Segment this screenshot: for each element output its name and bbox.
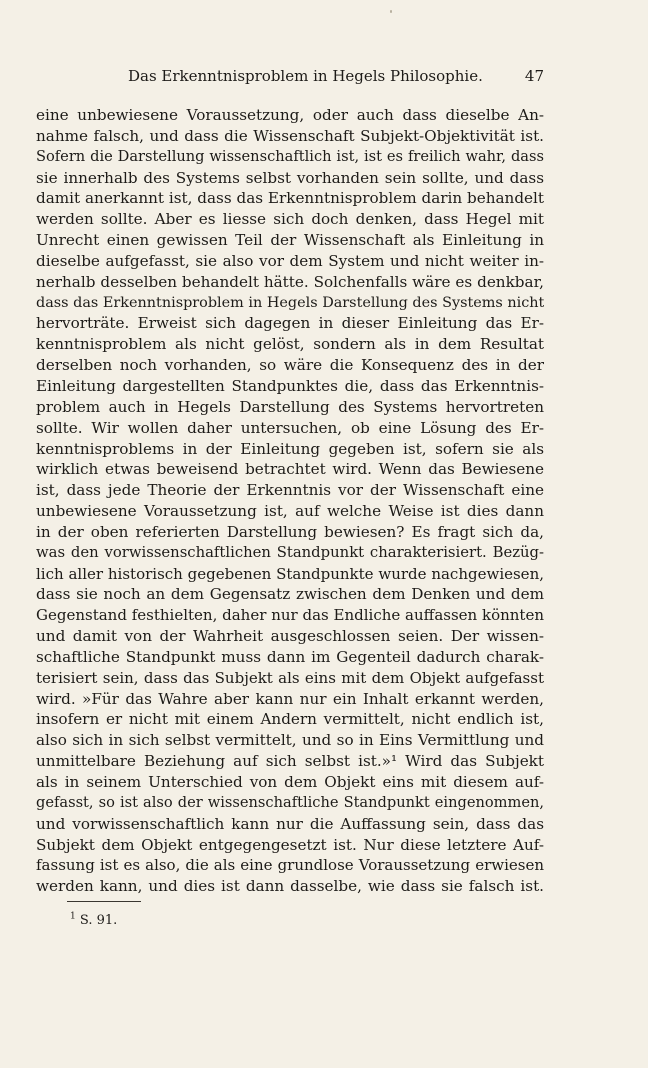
text-line: was den vorwissenschaftlichen Standpunkt charakterisiert. Bezüg- [36, 543, 544, 561]
text-line: problem auch in Hegels Darstellung des Systems hervortreten [36, 397, 544, 416]
paper-speck [390, 10, 392, 13]
text-line: dass sie noch an dem Gegensatz zwischen dem Denken und dem [36, 585, 544, 604]
page-number: 47 [524, 67, 544, 85]
text-line: werden kann, und dies ist dann dasselbe, wie dass sie falsch ist. [36, 877, 544, 896]
text-line: nerhalb desselben behandelt hätte. Solchenfalls wäre es denkbar, [36, 272, 544, 291]
text-line: in der oben referierten Darstellung bewiesen? Es fragt sich da, [36, 522, 544, 541]
text-line: hervorträte. Erweist sich dagegen in dieser Einleitung das Er- [36, 314, 544, 333]
text-line: terisiert sein, dass das Subjekt als eins mit dem Objekt aufgefasst [36, 668, 544, 687]
footnote [70, 912, 117, 930]
text-line: also sich in sich selbst vermittelt, und so in Eins Vermittlung und [36, 731, 544, 750]
footnote-text: S. 91. [79, 913, 118, 928]
text-line: fassung ist es also, die als eine grundlose Voraussetzung erwiesen [36, 856, 544, 875]
text-line: kenntnisproblem als nicht gelöst, sondern als in dem Resultat [36, 335, 544, 354]
text-line: unmittelbare Beziehung auf sich selbst ist.»¹ Wird das Subjekt [36, 752, 544, 771]
body-text [36, 105, 544, 897]
text-line: insofern er nicht mit einem Andern vermittelt, nicht endlich ist, [36, 710, 544, 729]
text-line: und damit von der Wahrheit ausgeschlossen seien. Der wissen- [36, 627, 544, 646]
footnote-rule [67, 901, 141, 902]
text-line: wirklich etwas beweisend betrachtet wird. Wenn das Bewiesene [36, 460, 544, 479]
text-line: damit anerkannt ist, dass das Erkenntnisproblem darin behandelt [36, 189, 544, 208]
text-line: unbewiesene Voraussetzung ist, auf welche Weise ist dies dann [36, 502, 544, 521]
text-line: eine unbewiesene Voraussetzung, oder auch dass dieselbe An- [36, 106, 544, 124]
text-line: kenntnisproblems in der Einleitung gegeben ist, sofern sie als [36, 439, 544, 458]
text-line: gefasst, so ist also der wissenschaftliche Standpunkt eingenommen, [36, 793, 544, 811]
text-line: nahme falsch, und dass die Wissenschaft Subjekt-Objektivität ist. [36, 126, 544, 145]
text-line: sollte. Wir wollen daher untersuchen, ob eine Lösung des Er- [36, 418, 544, 437]
running-header [36, 66, 544, 86]
text-line: Einleitung dargestellten Standpunktes die, dass das Erkenntnis- [36, 376, 544, 395]
text-line: Subjekt dem Objekt entgegengesetzt ist. Nur diese letztere Auf- [36, 835, 544, 854]
running-title: Das Erkenntnisproblem in Hegels Philosophie. [128, 67, 483, 85]
text-line: dass das Erkenntnisproblem in Hegels Darstellung des Systems nicht [36, 294, 544, 311]
text-line: werden sollte. Aber es liesse sich doch denken, dass Hegel mit [36, 210, 544, 229]
text-line: und vorwissenschaftlich kann nur die Auffassung sein, dass das [36, 814, 544, 833]
text-line: ist, dass jede Theorie der Erkenntnis vor der Wissenschaft eine [36, 481, 544, 500]
text-line: Unrecht einen gewissen Teil der Wissenschaft als Einleitung in [36, 231, 544, 250]
text-line: dieselbe aufgefasst, sie also vor dem System und nicht weiter in- [36, 251, 544, 270]
text-line: Gegenstand festhielten, daher nur das Endliche auffassen könnten [36, 606, 544, 625]
text-line: als in seinem Unterschied von dem Objekt eins mit diesem auf- [36, 773, 544, 791]
text-line: lich aller historisch gegebenen Standpunkte wurde nachgewiesen, [36, 564, 544, 583]
text-line: schaftliche Standpunkt muss dann im Gegenteil dadurch charak- [36, 647, 544, 666]
text-line: sie innerhalb des Systems selbst vorhanden sein sollte, und dass [36, 168, 544, 187]
text-line: Sofern die Darstellung wissenschaftlich ist, ist es freilich wahr, dass [36, 147, 544, 165]
text-line: wird. »Für das Wahre aber kann nur ein Inhalt erkannt werden, [36, 689, 544, 708]
text-line: derselben noch vorhanden, so wäre die Konsequenz des in der [36, 356, 544, 375]
footnote-marker: 1 [70, 911, 76, 922]
